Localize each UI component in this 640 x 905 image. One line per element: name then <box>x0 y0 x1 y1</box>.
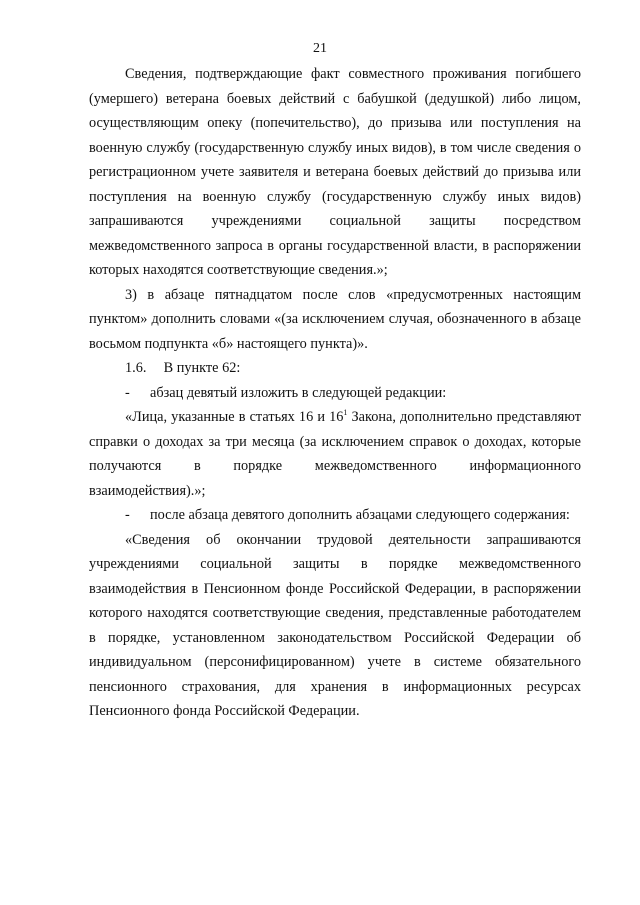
paragraph-cohabitation-evidence: Сведения, подтверждающие факт совместного проживания погибшего (умершего) ветерана боевых действий с бабушкой (дедушкой) либо лицом, осуществляющим опеку (попечительство), до призыва или поступления на военную службу (государственную службу иных видов), в том числе сведения о регистрационном учете заявителя и ветерана боевых действий до призыва или поступления на военную службу (государственную службу иных видов) запрашиваются учреждениями социальной защиты посредством межведомственного запроса в органы государственной власти, в распоряжении которых находятся соответствующие сведения.»; <box>89 66 581 278</box>
dash-item-add-paragraphs <box>89 503 581 528</box>
paragraph-employment-end-info: «Сведения об окончании трудовой деятельности запрашиваются учреждениями социальной защиты в порядке межведомственного взаимодействия в Пенсионном фонде Российской Федерации, в распоряжении которого находятся соответствующие сведения, представленные работодателем в порядке, установленном законодательством Российской Федерации об индивидуальном (персонифицированном) учете в системе обязательного пенсионного страхования, для хранения в информационных ресурсах Пенсионного фонда Российской Федерации. <box>89 531 581 719</box>
document-body <box>89 62 581 724</box>
paragraph-income-certificates <box>89 405 581 503</box>
quote-start-text: «Лица, указанные в статьях 16 и 16 <box>125 409 344 425</box>
paragraph-amendment-3: 3) в абзаце пятнадцатом после слов «предусмотренных настоящим пунктом» дополнить словами «(за исключением случая, обозначенного в абзаце восьмом подпункта «б» настоящего пункта)». <box>89 286 581 352</box>
dash-item-text: абзац девятый изложить в следующей редакции: <box>150 384 447 401</box>
dash-marker: - <box>125 384 130 401</box>
dash-item-ninth-paragraph <box>89 381 581 406</box>
dash-marker: - <box>125 507 130 523</box>
section-1-6 <box>89 356 581 381</box>
quote-rest-text: Закона, дополнительно представляют справки о доходах за три месяца (за исключением справок о доходах, которые получаются в порядке межведомственного информационного взаимодействия).»; <box>89 409 581 499</box>
section-number: 1.6. <box>125 360 147 376</box>
dash-item-text: после абзаца девятого дополнить абзацами следующего содержания: <box>150 507 570 523</box>
section-heading: В пункте 62: <box>163 360 241 376</box>
superscript-article: 1 <box>343 408 348 417</box>
page-number: 21 <box>313 41 327 56</box>
